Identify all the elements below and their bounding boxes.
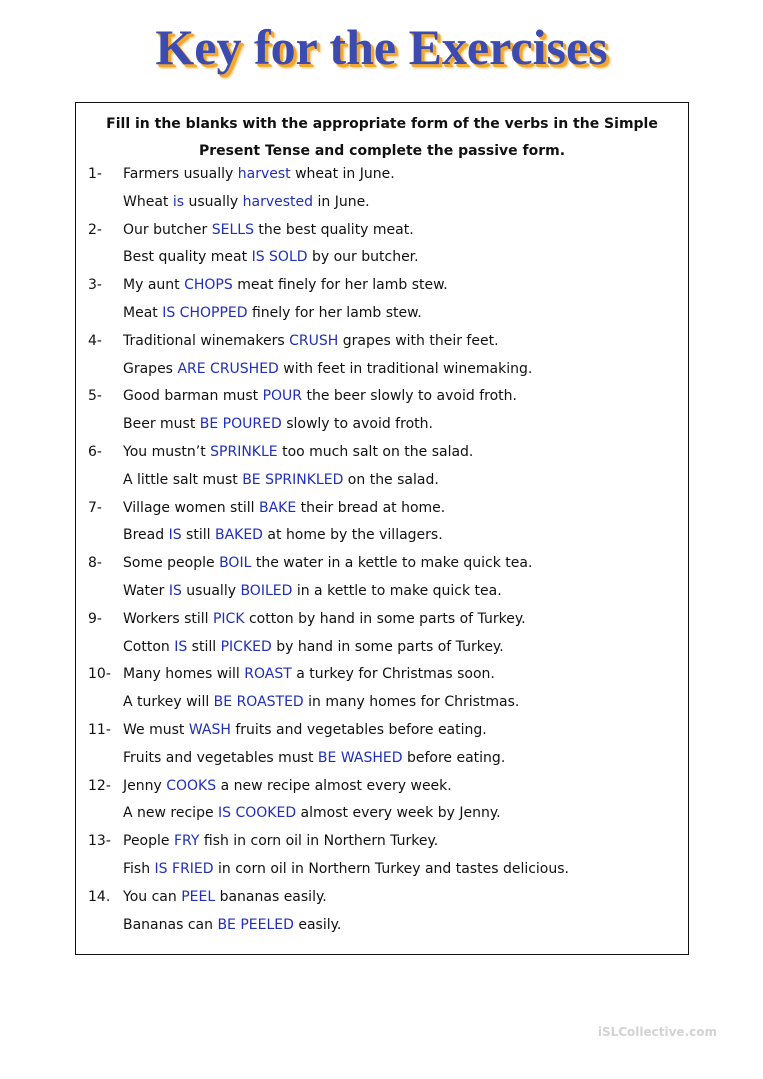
sentence-text: still xyxy=(181,527,215,544)
sentence-text: Bread xyxy=(123,527,169,544)
active-sentence xyxy=(123,328,499,356)
active-sentence xyxy=(123,828,438,856)
sentence-text: before eating. xyxy=(402,749,506,766)
answer-verb: IS COOKED xyxy=(218,805,297,822)
sentence-text: We must xyxy=(123,721,189,738)
item-number: 2- xyxy=(88,221,102,238)
sentence-text: fruits and vegetables before eating. xyxy=(230,721,487,738)
answer-verb: IS CHOPPED xyxy=(162,304,248,321)
answer-verb: harvest xyxy=(237,166,291,182)
passive-sentence-line xyxy=(88,411,678,439)
sentence-text: slowly to avoid froth. xyxy=(281,416,433,433)
active-sentence xyxy=(123,717,487,745)
sentence-text: in a kettle to make quick tea. xyxy=(292,582,502,599)
active-sentence-line xyxy=(88,328,678,356)
sentence-text: Some people xyxy=(123,555,220,572)
sentence-text: Fruits and vegetables must xyxy=(123,749,318,766)
sentence-text: still xyxy=(187,638,221,655)
active-sentence xyxy=(123,550,532,578)
active-sentence-line xyxy=(88,717,678,745)
instructions: Fill in the blanks with the appropriate form of the verbs in the Simple Present Tense and complete the passive form. xyxy=(106,116,658,159)
answer-verb: BE SPRINKLED xyxy=(242,471,344,488)
answer-item xyxy=(88,828,678,884)
item-number: 14. xyxy=(88,888,111,905)
answer-verb: BOILED xyxy=(240,582,293,599)
answer-verb: CHOPS xyxy=(184,277,233,294)
sentence-text: grapes with their feet. xyxy=(338,332,499,349)
sentence-text: Traditional winemakers xyxy=(123,332,290,349)
passive-sentence xyxy=(123,467,439,495)
passive-sentence-line xyxy=(88,856,678,884)
answer-verb: ARE CRUSHED xyxy=(177,360,279,377)
sentence-text: in corn oil in Northern Turkey and tastes delicious. xyxy=(213,860,569,877)
page-title: Key for the Exercises xyxy=(155,19,608,75)
sentence-text: Grapes xyxy=(123,360,178,377)
active-sentence-line xyxy=(88,161,678,189)
sentence-text: in June. xyxy=(313,193,370,210)
answer-verb: PICKED xyxy=(220,638,272,655)
sentence-text: wheat in June. xyxy=(290,166,395,182)
answer-verb: BAKED xyxy=(214,527,263,544)
sentence-text: too much salt on the salad. xyxy=(277,443,474,460)
sentence-text: My aunt xyxy=(123,277,185,294)
sentence-text: their bread at home. xyxy=(296,499,446,516)
item-number: 3- xyxy=(88,277,102,294)
sentence-text: Bananas can xyxy=(123,916,218,933)
sentence-text: A turkey will xyxy=(123,694,214,711)
sentence-text: Meat xyxy=(123,304,163,321)
sentence-text: Our butcher xyxy=(123,221,212,238)
active-sentence-line xyxy=(88,884,678,912)
passive-sentence-line xyxy=(88,189,678,217)
answer-verb: BE POURED xyxy=(199,416,282,433)
active-sentence xyxy=(123,661,495,689)
passive-sentence-line xyxy=(88,356,678,384)
passive-sentence-line xyxy=(88,467,678,495)
item-number: 4- xyxy=(88,332,102,349)
passive-sentence xyxy=(123,522,443,550)
answer-verb: COOKS xyxy=(166,777,217,794)
passive-sentence-line xyxy=(88,634,678,662)
sentence-text: a new recipe almost every week. xyxy=(216,777,452,794)
answer-list xyxy=(88,161,678,939)
sentence-text: the water in a kettle to make quick tea. xyxy=(251,555,533,572)
answer-item xyxy=(88,884,678,940)
active-sentence-line xyxy=(88,383,678,411)
answer-verb: CRUSH xyxy=(289,332,339,349)
sentence-text: almost every week by Jenny. xyxy=(296,805,501,822)
sentence-text: finely for her lamb stew. xyxy=(247,304,422,321)
item-number: 8- xyxy=(88,555,102,572)
answer-verb: BE ROASTED xyxy=(213,694,304,711)
answer-verb: BE PEELED xyxy=(217,916,294,933)
sentence-text: You can xyxy=(123,888,182,905)
answer-item xyxy=(88,328,678,384)
sentence-text: People xyxy=(123,833,174,850)
sentence-text: by our butcher. xyxy=(307,249,419,266)
sentence-text: Beer must xyxy=(123,416,200,433)
answer-verb: ROAST xyxy=(244,666,292,683)
answer-verb: BE WASHED xyxy=(317,749,403,766)
active-sentence-line xyxy=(88,550,678,578)
sentence-text: with feet in traditional winemaking. xyxy=(278,360,533,377)
item-number: 1- xyxy=(88,166,102,182)
answer-verb: PICK xyxy=(212,610,245,627)
active-sentence xyxy=(123,217,414,245)
sentence-text: Cotton xyxy=(123,638,175,655)
passive-sentence-line xyxy=(88,578,678,606)
active-sentence xyxy=(123,884,327,912)
passive-sentence xyxy=(123,856,569,884)
passive-sentence-line xyxy=(88,800,678,828)
answer-item xyxy=(88,606,678,662)
passive-sentence-line xyxy=(88,522,678,550)
answer-verb: BOIL xyxy=(219,555,252,572)
active-sentence-line xyxy=(88,272,678,300)
watermark: iSLCollective.com xyxy=(597,1025,717,1039)
passive-sentence-line xyxy=(88,300,678,328)
sentence-text: Water xyxy=(123,582,169,599)
passive-sentence xyxy=(123,578,502,606)
passive-sentence xyxy=(123,244,419,272)
passive-sentence xyxy=(123,745,505,773)
item-number: 11- xyxy=(88,721,111,738)
sentence-text: Jenny xyxy=(123,777,167,794)
active-sentence-line xyxy=(88,773,678,801)
answer-verb: SELLS xyxy=(211,221,254,238)
item-number: 6- xyxy=(88,443,102,460)
passive-sentence xyxy=(123,634,504,662)
active-sentence xyxy=(123,161,395,189)
sentence-text: usually xyxy=(181,582,241,599)
answer-verb: harvested xyxy=(242,193,314,210)
active-sentence xyxy=(123,272,448,300)
sentence-text: Fish xyxy=(123,860,155,877)
passive-sentence xyxy=(123,689,519,717)
sentence-text: a turkey for Christmas soon. xyxy=(291,666,495,683)
answer-verb: SPRINKLE xyxy=(210,443,278,460)
answer-item xyxy=(88,661,678,717)
answer-item xyxy=(88,439,678,495)
sentence-text: at home by the villagers. xyxy=(262,527,443,544)
passive-sentence xyxy=(123,912,341,940)
active-sentence xyxy=(123,439,473,467)
item-number: 9- xyxy=(88,610,102,627)
sentence-text: on the salad. xyxy=(343,471,439,488)
answer-key-box xyxy=(75,102,689,955)
sentence-text: in many homes for Christmas. xyxy=(303,694,520,711)
sentence-text: Good barman must xyxy=(123,388,263,405)
sentence-text: Workers still xyxy=(123,610,213,627)
answer-item xyxy=(88,272,678,328)
sentence-text: easily. xyxy=(293,916,342,933)
answer-verb: IS xyxy=(168,582,182,599)
passive-sentence xyxy=(123,800,501,828)
answer-item xyxy=(88,217,678,273)
sentence-text: meat finely for her lamb stew. xyxy=(232,277,448,294)
answer-verb: IS SOLD xyxy=(251,249,308,266)
active-sentence xyxy=(123,495,445,523)
answer-verb: IS xyxy=(174,638,188,655)
sentence-text: Farmers usually xyxy=(123,166,238,182)
item-number: 13- xyxy=(88,833,111,850)
sentence-text: the best quality meat. xyxy=(253,221,414,238)
active-sentence xyxy=(123,773,452,801)
sentence-text: cotton by hand in some parts of Turkey. xyxy=(244,610,526,627)
sentence-text: Many homes will xyxy=(123,666,245,683)
answer-item xyxy=(88,773,678,829)
answer-verb: WASH xyxy=(188,721,231,738)
passive-sentence-line xyxy=(88,912,678,940)
active-sentence xyxy=(123,383,517,411)
sentence-text: usually xyxy=(184,193,243,210)
sentence-text: fish in corn oil in Northern Turkey. xyxy=(199,833,439,850)
active-sentence xyxy=(123,606,526,634)
passive-sentence xyxy=(123,411,433,439)
passive-sentence-line xyxy=(88,244,678,272)
passive-sentence xyxy=(123,300,422,328)
answer-item xyxy=(88,717,678,773)
sentence-text: You mustn’t xyxy=(123,443,211,460)
sentence-text: bananas easily. xyxy=(215,888,327,905)
answer-item xyxy=(88,161,678,217)
sentence-text: by hand in some parts of Turkey. xyxy=(271,638,504,655)
sentence-text: Wheat xyxy=(123,193,173,210)
answer-verb: BAKE xyxy=(258,499,297,516)
passive-sentence xyxy=(123,189,370,217)
answer-item xyxy=(88,383,678,439)
sentence-text: A new recipe xyxy=(123,805,219,822)
answer-verb: PEEL xyxy=(181,888,216,905)
answer-verb: POUR xyxy=(262,388,303,405)
item-number: 12- xyxy=(88,777,111,794)
active-sentence-line xyxy=(88,828,678,856)
passive-sentence-line xyxy=(88,745,678,773)
active-sentence-line xyxy=(88,495,678,523)
answer-verb: is xyxy=(172,193,185,210)
answer-item xyxy=(88,550,678,606)
answer-verb: FRY xyxy=(173,833,200,850)
item-number: 7- xyxy=(88,499,102,516)
passive-sentence xyxy=(123,356,532,384)
active-sentence-line xyxy=(88,217,678,245)
sentence-text: A little salt must xyxy=(123,471,243,488)
active-sentence-line xyxy=(88,661,678,689)
item-number: 10- xyxy=(88,666,111,683)
sentence-text: the beer slowly to avoid froth. xyxy=(302,388,517,405)
active-sentence-line xyxy=(88,606,678,634)
answer-verb: IS xyxy=(168,527,182,544)
active-sentence-line xyxy=(88,439,678,467)
item-number: 5- xyxy=(88,388,102,405)
answer-verb: IS FRIED xyxy=(154,860,214,877)
passive-sentence-line xyxy=(88,689,678,717)
sentence-text: Best quality meat xyxy=(123,249,252,266)
sentence-text: Village women still xyxy=(123,499,259,516)
answer-item xyxy=(88,495,678,551)
